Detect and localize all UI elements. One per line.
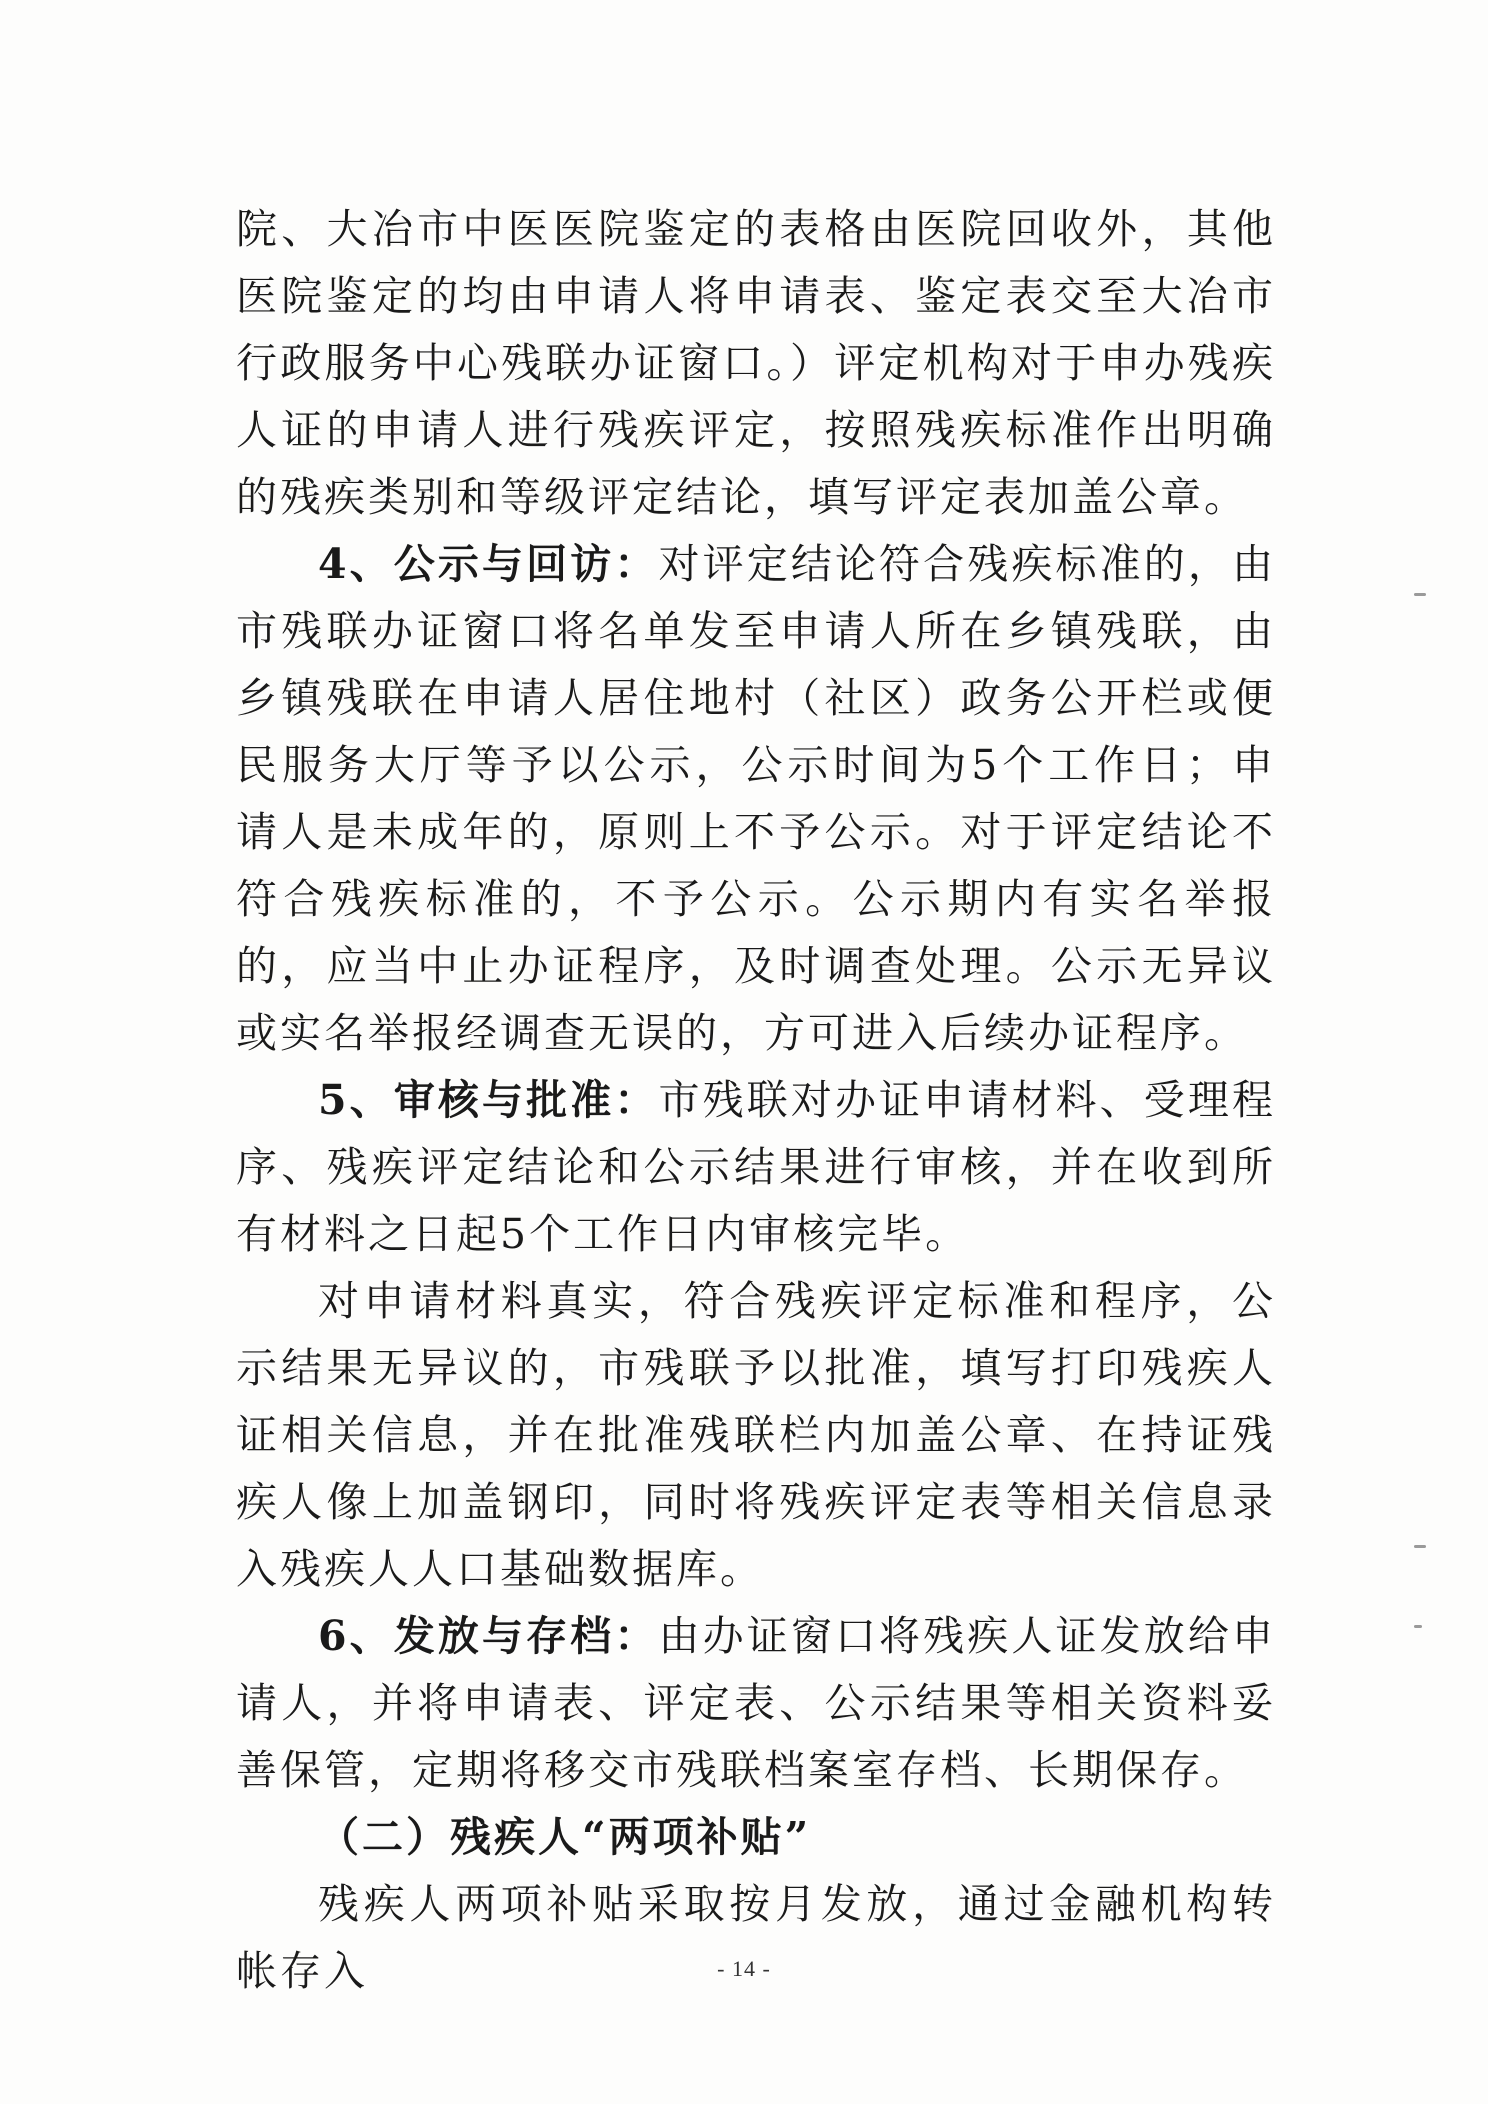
paragraph-heading: 4、公示与回访： — [318, 540, 659, 588]
document-body — [236, 196, 1276, 2005]
paragraph-text: 残疾人两项补贴采取按月发放，通过金融机构转帐存入 — [236, 1880, 1276, 1995]
scan-speck — [1414, 1545, 1426, 1548]
paragraph-text: 市残联对办证申请材料、受理程序、残疾评定结论和公示结果进行审核，并在收到所有材料之日起5个工作日内审核完毕。 — [236, 1076, 1276, 1258]
paragraph-approval-details — [236, 1268, 1276, 1603]
section-title: （二）残疾人“两项补贴” — [318, 1813, 812, 1861]
scan-speck — [1414, 593, 1426, 596]
paragraph-continuation — [236, 196, 1276, 531]
paragraph-review-and-approval — [236, 1067, 1276, 1268]
scan-speck — [1414, 1625, 1422, 1628]
paragraph-text: 由办证窗口将残疾人证发放给申请人，并将申请表、评定表、公示结果等相关资料妥善保管，定期将移交市残联档案室存档、长期保存。 — [236, 1612, 1276, 1794]
paragraph-heading: 6、发放与存档： — [318, 1612, 659, 1660]
paragraph-text: 对申请材料真实，符合残疾评定标准和程序，公示结果无异议的，市残联予以批准，填写打印残疾人证相关信息，并在批准残联栏内加盖公章、在持证残疾人像上加盖钢印，同时将残疾评定表等相关信息录入残疾人人口基础数据库。 — [236, 1277, 1276, 1593]
paragraph-heading: 5、审核与批准： — [318, 1076, 659, 1124]
paragraph-subsidy-intro — [236, 1871, 1276, 2005]
paragraph-text: 对评定结论符合残疾标准的，由市残联办证窗口将名单发至申请人所在乡镇残联，由乡镇残联在申请人居住地村（社区）政务公开栏或便民服务大厅等予以公示，公示时间为5个工作日；申请人是未成年的，原则上不予公示。对于评定结论不符合残疾标准的，不予公示。公示期内有实名举报的，应当中止办证程序，及时调查处理。公示无异议或实名举报经调查无误的，方可进入后续办证程序。 — [236, 540, 1276, 1057]
paragraph-text: 院、大冶市中医医院鉴定的表格由医院回收外，其他医院鉴定的均由申请人将申请表、鉴定表交至大冶市行政服务中心残联办证窗口。）评定机构对于申办残疾人证的申请人进行残疾评定，按照残疾标准作出明确的残疾类别和等级评定结论，填写评定表加盖公章。 — [236, 205, 1276, 521]
paragraph-issuance-and-archive — [236, 1603, 1276, 1804]
paragraph-publicity-and-return-visit — [236, 531, 1276, 1067]
page-number: - 14 - — [717, 1956, 771, 1981]
